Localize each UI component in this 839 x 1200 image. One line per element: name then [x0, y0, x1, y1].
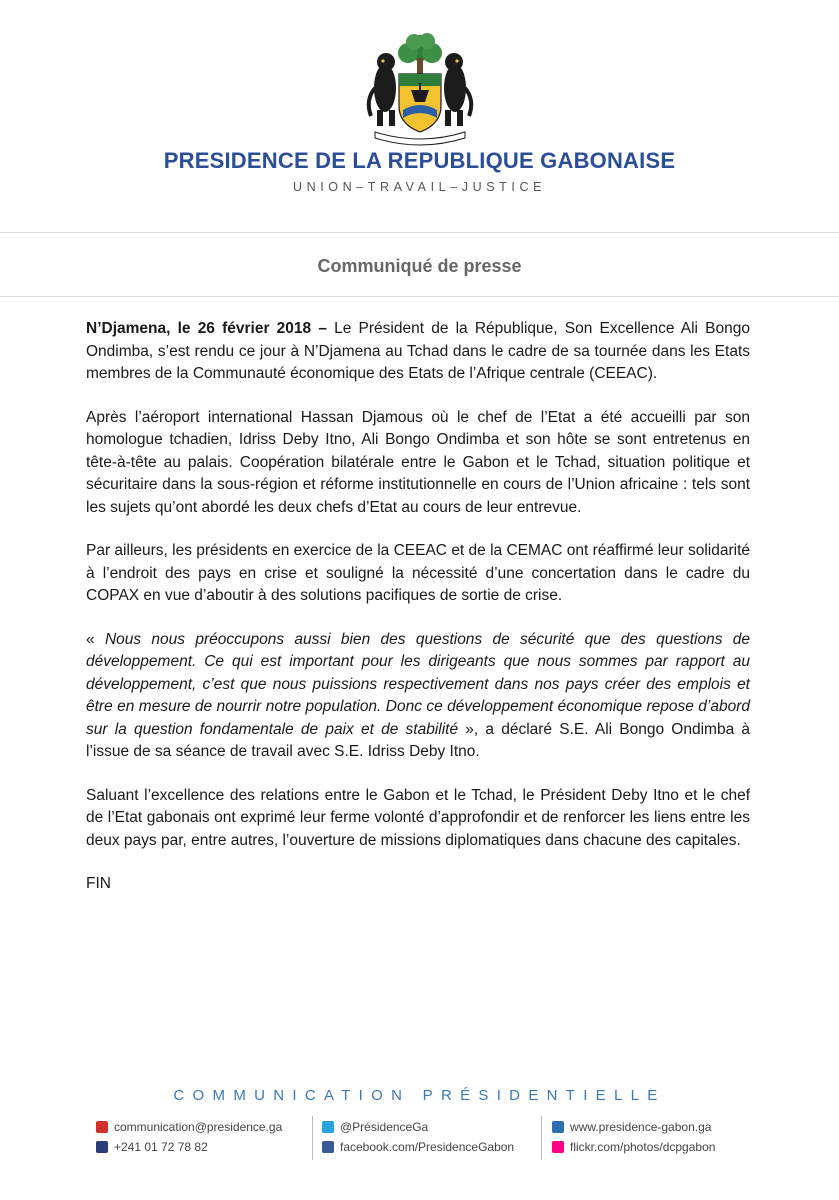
- footer-column-contact: [96, 1118, 282, 1158]
- paragraph-1: [86, 318, 750, 386]
- footer-heading: COMMUNICATION PRÉSIDENTIELLE: [173, 1087, 666, 1104]
- paragraph-3: Par ailleurs, les présidents en exercice de la CEEAC et de la CEMAC ont réaffirmé leur solidarité à l’endroit des pays en crise et souligné la nécessité d’une concertation dans le cadre du COPAX en vue d’aboutir à des solutions pacifiques de sortie de crise.: [86, 542, 750, 604]
- twitter-icon: [322, 1121, 334, 1133]
- institution-title: PRESIDENCE DE LA REPUBLIQUE GABONAISE: [163, 148, 676, 173]
- website-link-icon: [552, 1121, 564, 1133]
- left-panther-icon: [369, 53, 396, 126]
- flickr-link[interactable]: flickr.com/photos/dcpgabon: [570, 1140, 716, 1154]
- website-row[interactable]: [552, 1118, 715, 1136]
- end-marker: FIN: [86, 875, 111, 892]
- right-panther-icon: [444, 53, 471, 126]
- footer-column-web: [552, 1118, 715, 1158]
- header-divider: [0, 232, 839, 233]
- press-release-body: [86, 318, 750, 917]
- flickr-icon: [552, 1141, 564, 1153]
- paragraph-2: Après l’aéroport international Hassan Djamous où le chef de l’Etat a été accueilli par son homologue tchadien, Idriss Deby Itno, Ali Bongo Ondimba et son hôte se sont entretenus en tête-à-tête au palais. Coopération bilatérale entre le Gabon et le Tchad, situation politique et sécuritaire dans la sous-région et réforme institutionnelle en cours de l’Union africaine : tels sont les sujets qu’ont abordé les deux chefs d’Etat au cours de leur entrevue.: [86, 408, 750, 516]
- phone-icon: [96, 1141, 108, 1153]
- twitter-link[interactable]: @PrésidenceGa: [340, 1120, 429, 1134]
- okoume-tree-icon: [398, 33, 442, 76]
- shield-icon: [399, 74, 441, 132]
- footer-column-social: [322, 1118, 514, 1158]
- coat-of-arms-emblem: [353, 28, 487, 146]
- flickr-row[interactable]: [552, 1138, 715, 1156]
- phone-row[interactable]: [96, 1138, 282, 1156]
- presidential-quote: Nous nous préoccupons aussi bien des questions de sécurité que des questions de développement. Ce qui est important pour les dirigeants que nous sommes par rapport au développement, c’est que nous puissions respectivement dans nos pays créer des emplois et être en mesure de nourrir notre population. Donc ce développement économique repose d’abord sur la question fondamentale de paix et de stabilité: [86, 630, 750, 738]
- paragraph-4-text: », a déclaré S.E. Ali Bongo Ondimba à l’issue de sa séance de travail avec S.E. Idriss Deby Itno.: [86, 720, 750, 760]
- email-icon: [96, 1121, 108, 1133]
- motto-ribbon: [375, 132, 465, 145]
- paragraph-5: Saluant l’excellence des relations entre le Gabon et le Tchad, le Président Deby Itno et le chef de l’Etat gabonais ont exprimé leur ferme volonté d’approfondir et de renforcer les liens entre les deux pays par, entre autres, l’ouverture de missions diplomatiques dans chacune des capitales.: [86, 786, 750, 849]
- email-row[interactable]: [96, 1118, 282, 1136]
- facebook-icon: [322, 1141, 334, 1153]
- dateline: N’Djamena, le 26 février 2018 –: [86, 320, 327, 337]
- website-link[interactable]: www.presidence-gabon.ga: [570, 1120, 712, 1134]
- paragraph-4: [86, 629, 750, 764]
- national-motto: UNION–TRAVAIL–JUSTICE: [292, 180, 547, 194]
- facebook-link[interactable]: facebook.com/PresidenceGabon: [340, 1140, 515, 1154]
- document-type-heading: Communiqué de presse: [317, 256, 522, 276]
- twitter-row[interactable]: [322, 1118, 514, 1136]
- email-link[interactable]: communication@presidence.ga: [114, 1120, 283, 1134]
- subheader-divider: [0, 296, 839, 297]
- facebook-row[interactable]: [322, 1138, 514, 1156]
- paragraph-1-text: Le Président de la République, Son Excellence Ali Bongo Ondimba, s’est rendu ce jour à N’Djamena au Tchad dans le cadre de sa tournée dans les Etats membres de la Communauté économique des Etats de l’Afrique centrale (CEEAC).: [86, 320, 750, 382]
- quote-open-mark: «: [86, 630, 105, 648]
- footer-contacts: [0, 1118, 839, 1158]
- phone-number[interactable]: +241 01 72 78 82: [114, 1140, 208, 1154]
